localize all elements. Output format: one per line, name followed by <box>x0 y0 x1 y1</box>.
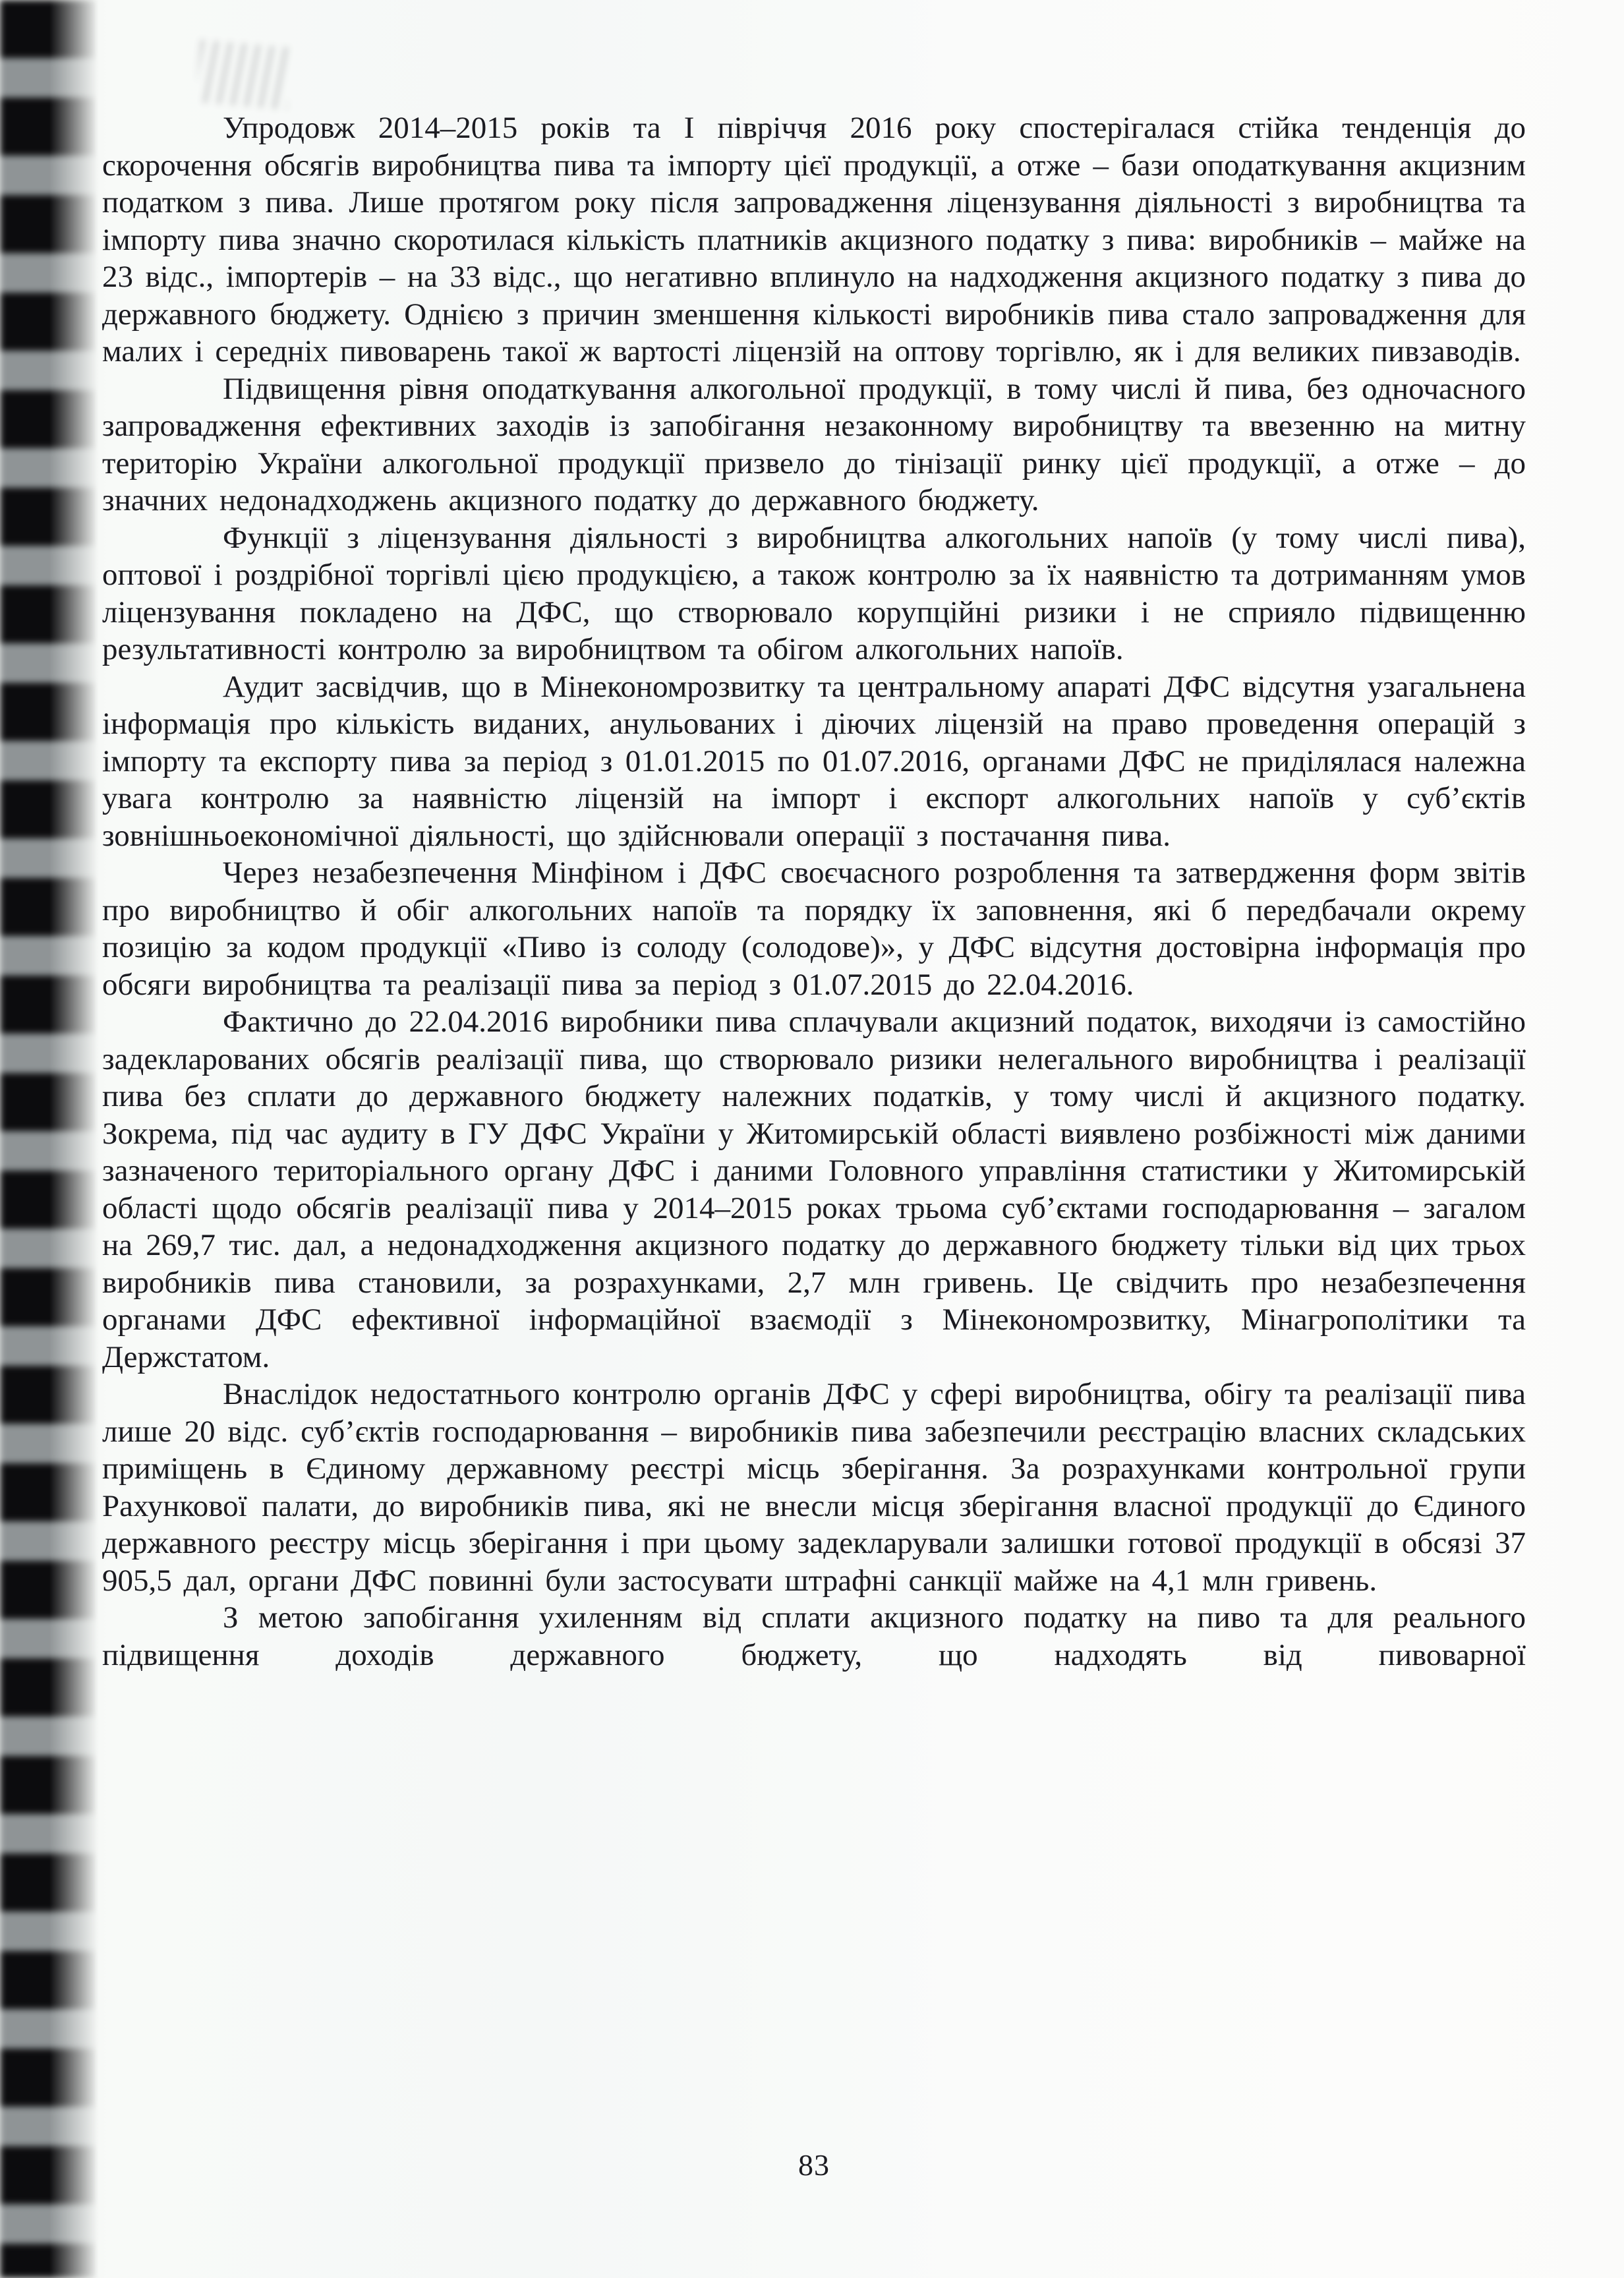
bleedthrough-artifact <box>195 40 293 110</box>
paragraph-2: Підвищення рівня оподаткування алкогольної продукції, в тому числі й пива, без одночасного запровадження ефективних заходів із запобігання незаконному виробництву та ввезенню на митну територію України алкогольної продукції призвело до тінізації ринку цієї продукції, а отже – до значних недонадходжень акцизного податку до державного бюджету. <box>102 371 1526 517</box>
paragraph-1: Упродовж 2014–2015 років та І півріччя 2016 року спостерігалася стійка тенденція до скорочення обсягів виробництва пива та імпорту цієї продукції, а отже – бази оподаткування акцизним податком з пива. Лише протягом року після запровадження ліцензування діяльності з виробництва та імпорту пива значно скоротилася кількість платників акцизного податку з пива: виробників – майже на 23 відс., імпортерів – на 33 відс., що негативно вплинуло на надходження акцизного податку з пива до державного бюджету. Однією з причин зменшення кількості виробників пива стало запровадження для малих і середніх пивоварень такої ж вартості ліцензій на оптову торгівлю, як і для великих пивзаводів. <box>102 111 1526 368</box>
spiral-binding-shadow <box>0 0 99 2278</box>
page-number: 83 <box>798 2148 830 2182</box>
paragraph-4: Аудит засвідчив, що в Мінекономрозвитку та центральному апараті ДФС відсутня узагальнена інформація про кількість виданих, анульованих і діючих ліцензій на право проведення операцій з імпорту та експорту пива за період з 01.01.2015 по 01.07.2016, органами ДФС не приділялася належна увага контролю за наявністю ліцензій на імпорт і експорт алкогольних напоїв у суб’єктів зовнішньоекономічної діяльності, що здійснювали операції з постачання пива. <box>102 669 1526 853</box>
paragraph-8-continues-next-page: З метою запобігання ухиленням від сплати акцизного податку на пиво та для реального підвищення доходів державного бюджету, що надходять від пивоварної <box>102 1600 1526 1672</box>
paragraph-3: Функції з ліцензування діяльності з виробництва алкогольних напоїв (у тому числі пива), оптової і роздрібної торгівлі цією продукцією, а також контролю за їх наявністю та дотриманням умов ліцензування покладено на ДФС, що створювало корупційні ризики і не сприяло підвищенню результативності контролю за виробництвом та обігом алкогольних напоїв. <box>102 520 1526 666</box>
paragraph-5: Через незабезпечення Мінфіном і ДФС своєчасного розроблення та затвердження форм звітів про виробництво й обіг алкогольних напоїв та порядку їх заповнення, які б передбачали окрему позицію за кодом продукції «Пиво із солоду (солодове)», у ДФС відсутня достовірна інформація про обсяги виробництва та реалізації пива за період з 01.07.2015 до 22.04.2016. <box>102 856 1526 1002</box>
paragraph-7: Внаслідок недостатнього контролю органів ДФС у сфері виробництва, обігу та реалізації пива лише 20 відс. суб’єктів господарювання – виробників пива забезпечили реєстрацію власних складських приміщень в Єдиному державному реєстрі місць зберігання. За розрахунками контрольної групи Рахункової палати, до виробників пива, які не внесли місця зберігання власної продукції до Єдиного державного реєстру місць зберігання і при цьому задекларували залишки готової продукції в обсязі 37 905,5 дал, органи ДФС повинні були застосувати штрафні санкції майже на 4,1 млн гривень. <box>102 1377 1526 1598</box>
page-body-text <box>102 109 1526 1674</box>
paragraph-6: Фактично до 22.04.2016 виробники пива сплачували акцизний податок, виходячи із самостійно задекларованих обсягів реалізації пива, що створювало ризики нелегального виробництва і реалізації пива без сплати до державного бюджету належних податків, у тому числі й акцизного податку. Зокрема, під час аудиту в ГУ ДФС України у Житомирській області виявлено розбіжності між даними зазначеного територіального органу ДФС і даними Головного управління статистики у Житомирській області щодо обсягів реалізації пива у 2014–2015 роках трьома суб’єктами господарювання – загалом на 269,7 тис. дал, а недонадходження акцизного податку до державного бюджету тільки від цих трьох виробників пива становили, за розрахунками, 2,7 млн гривень. Це свідчить про незабезпечення органами ДФС ефективної інформаційної взаємодії з Мінекономрозвитку, Мінагрополітики та Держстатом. <box>102 1005 1526 1374</box>
